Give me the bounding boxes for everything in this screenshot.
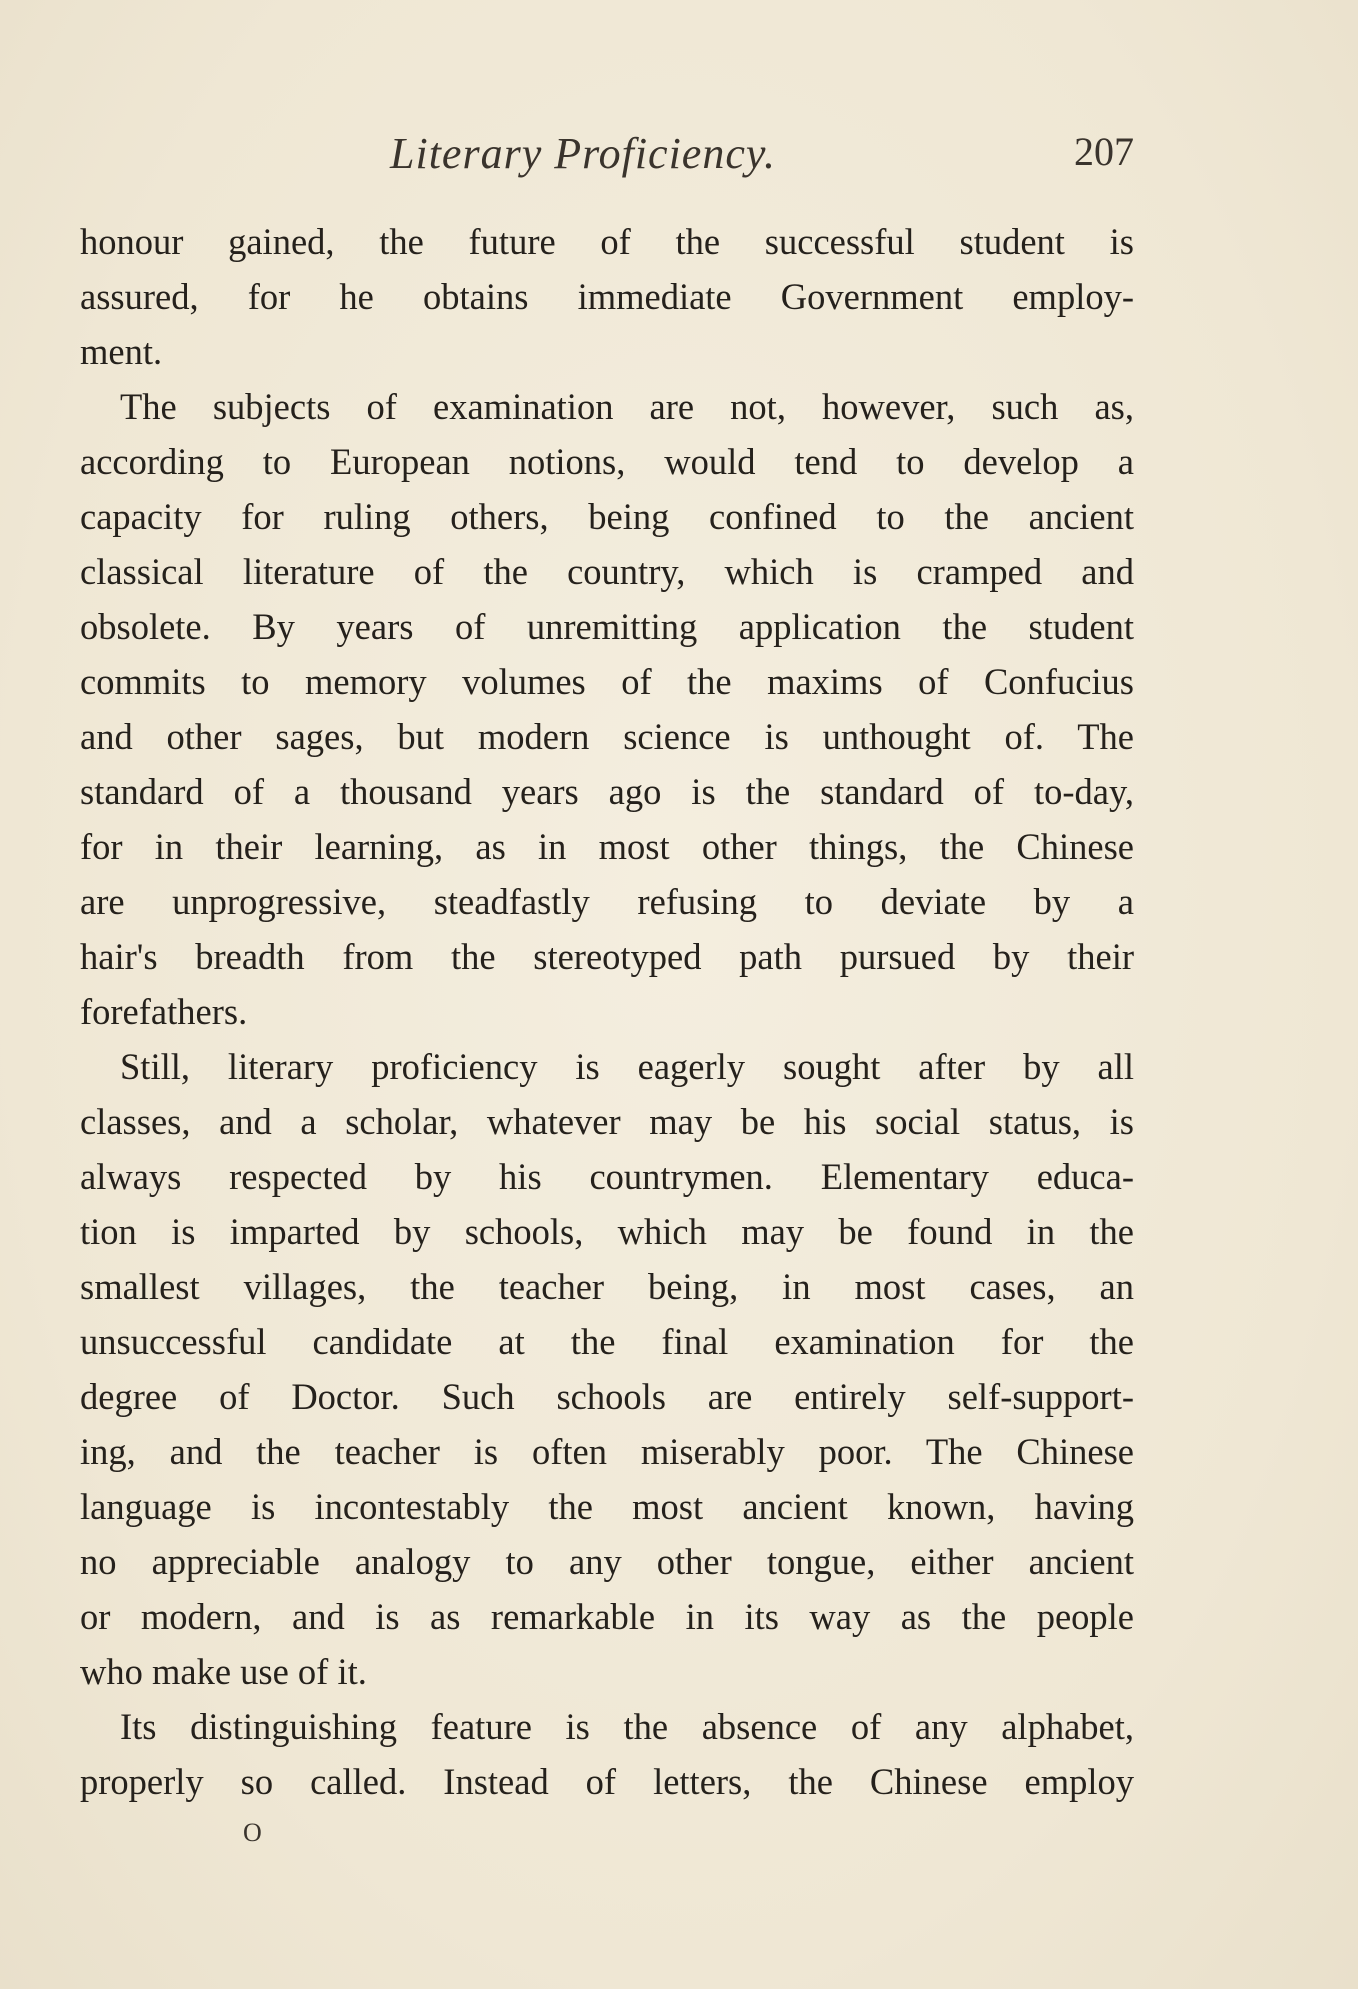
text-line: smallest villages, the teacher being, in most cases, an (80, 1266, 1134, 1307)
text-line: forefathers. (80, 991, 248, 1032)
text-line: Still, literary proficiency is eagerly sought after by all (120, 1046, 1134, 1087)
text-line: always respected by his countrymen. Elementary educa- (80, 1156, 1134, 1197)
running-head: Literary Proficiency. (390, 129, 776, 178)
text-line: standard of a thousand years ago is the standard of to-day, (80, 771, 1134, 812)
text-line: for in their learning, as in most other things, the Chinese (80, 826, 1134, 867)
text-line: unsuccessful candidate at the final examination for the (80, 1321, 1134, 1362)
text-line: hair's breadth from the stereotyped path pursued by their (80, 936, 1134, 977)
text-line: classical literature of the country, which is cramped and (80, 551, 1134, 592)
text-line: who make use of it. (80, 1651, 367, 1692)
text-line: ing, and the teacher is often miserably poor. The Chinese (80, 1431, 1134, 1472)
text-line: properly so called. Instead of letters, the Chinese employ (80, 1761, 1134, 1802)
text-line: tion is imparted by schools, which may be found in the (80, 1211, 1134, 1252)
text-line: The subjects of examination are not, however, such as, (120, 386, 1134, 427)
text-line: are unprogressive, steadfastly refusing to deviate by a (80, 881, 1134, 922)
text-line: ment. (80, 331, 163, 372)
text-line: according to European notions, would tend to develop a (80, 441, 1134, 482)
text-line: or modern, and is as remarkable in its way as the people (80, 1596, 1134, 1637)
text-line: assured, for he obtains immediate Government employ- (80, 276, 1134, 317)
text-line: language is incontestably the most ancient known, having (80, 1486, 1134, 1527)
text-line: capacity for ruling others, being confined to the ancient (80, 496, 1134, 537)
body-text (80, 214, 1134, 1809)
text-line: classes, and a scholar, whatever may be his social status, is (80, 1101, 1134, 1142)
text-line: commits to memory volumes of the maxims of Confucius (80, 661, 1134, 702)
text-line: Its distinguishing feature is the absence of any alphabet, (120, 1706, 1134, 1747)
page-header (80, 128, 1134, 188)
text-line: degree of Doctor. Such schools are entirely self-support- (80, 1376, 1134, 1417)
page-number: 207 (1074, 129, 1134, 174)
signature-mark: O (243, 1818, 262, 1847)
text-line: honour gained, the future of the successful student is (80, 221, 1134, 262)
text-line: and other sages, but modern science is unthought of. The (80, 716, 1134, 757)
text-line: obsolete. By years of unremitting application the student (80, 606, 1134, 647)
text-line: no appreciable analogy to any other tongue, either ancient (80, 1541, 1134, 1582)
